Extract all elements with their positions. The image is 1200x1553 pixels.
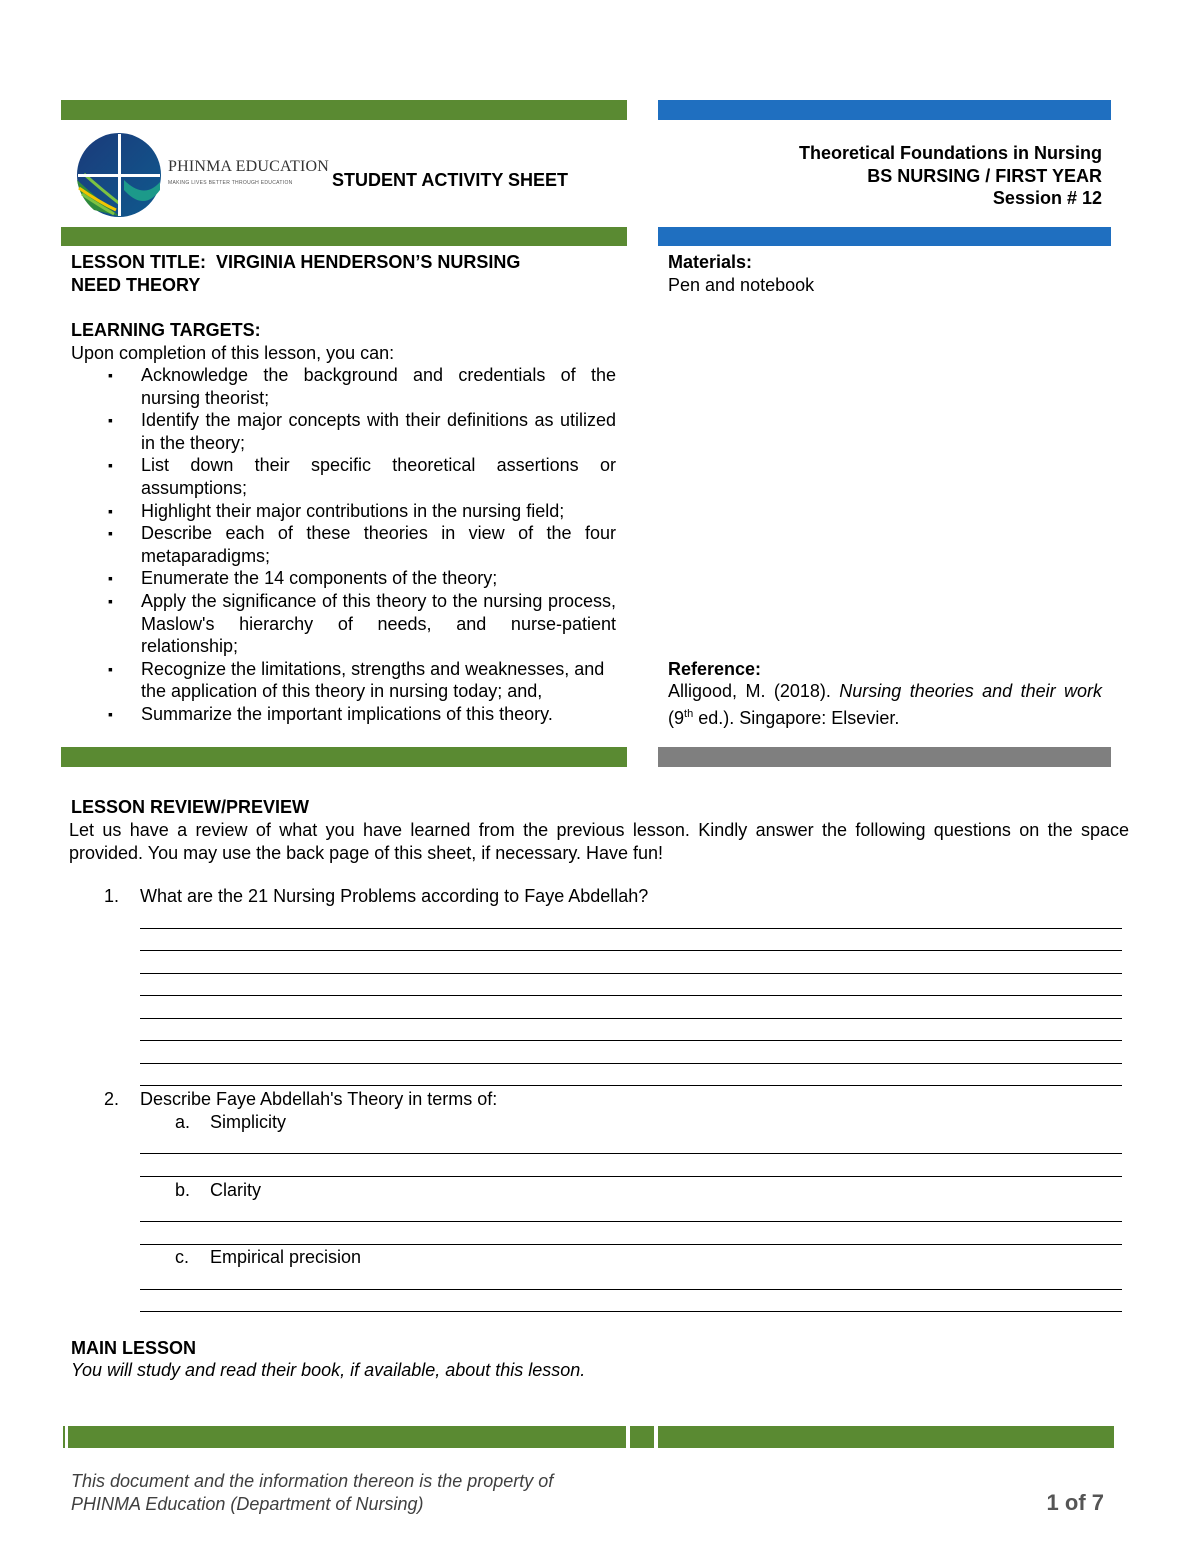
sub-item-letter: c. bbox=[175, 1247, 190, 1267]
question-2-number: 2. bbox=[104, 1089, 120, 1109]
section-divider-left bbox=[61, 747, 627, 767]
review-intro: Let us have a review of what you have learned from the previous lesson. Kindly answer the following questions on the space provided. You may use the back page of this sheet, if necessary. Have fun! bbox=[69, 820, 1129, 863]
list-item: ▪ Recognize the limitations, strengths and weaknesses, and the application of this theory in nursing today; and, bbox=[108, 658, 605, 702]
learning-targets-list bbox=[71, 364, 616, 726]
session-number: Session # 12 bbox=[992, 188, 1102, 208]
lesson-title-label: LESSON TITLE: bbox=[71, 252, 206, 272]
answer-line[interactable] bbox=[140, 1176, 1122, 1177]
section-divider-right bbox=[658, 747, 1111, 767]
answer-line[interactable] bbox=[140, 1018, 1122, 1019]
answer-line[interactable] bbox=[140, 1289, 1122, 1290]
answer-line[interactable] bbox=[140, 1244, 1122, 1245]
header-divider-right bbox=[658, 227, 1111, 246]
logo-emblem-icon bbox=[74, 130, 164, 220]
review-heading: LESSON REVIEW/PREVIEW bbox=[71, 797, 310, 817]
lesson-title bbox=[71, 251, 611, 297]
program-year: BS NURSING / FIRST YEAR bbox=[867, 166, 1102, 186]
materials-text: Pen and notebook bbox=[668, 275, 815, 295]
footer-line-2: PHINMA Education (Department of Nursing) bbox=[71, 1494, 424, 1514]
question-1-number: 1. bbox=[104, 886, 120, 906]
main-lesson-text: You will study and read their book, if available, about this lesson. bbox=[71, 1360, 586, 1380]
materials-heading: Materials: bbox=[668, 252, 753, 272]
list-item: ▪ Enumerate the 14 components of the theory; bbox=[108, 568, 498, 589]
footer-bar-middle bbox=[630, 1426, 654, 1448]
logo-text: PHINMA EDUCATION bbox=[168, 158, 329, 175]
sub-item-letter: b. bbox=[175, 1180, 191, 1200]
answer-line[interactable] bbox=[140, 1040, 1122, 1041]
sub-item-clarity: Clarity bbox=[210, 1180, 262, 1200]
reference-heading: Reference: bbox=[668, 659, 762, 679]
answer-line[interactable] bbox=[140, 950, 1122, 951]
answer-line[interactable] bbox=[140, 1085, 1122, 1086]
lesson-title-line2: NEED THEORY bbox=[71, 275, 201, 295]
list-item: ▪ List down their specific theoretical assertions or assumptions; bbox=[108, 455, 616, 498]
sub-item-letter: a. bbox=[175, 1112, 191, 1132]
learning-targets-intro: Upon completion of this lesson, you can: bbox=[71, 343, 395, 363]
sub-item-simplicity: Simplicity bbox=[210, 1112, 287, 1132]
list-item: ▪ Summarize the important implications of this theory. bbox=[108, 703, 553, 724]
list-item: ▪ Describe each of these theories in view of the four metaparadigms; bbox=[108, 523, 616, 566]
answer-line[interactable] bbox=[140, 973, 1122, 974]
logo-tagline: MAKING LIVES BETTER THROUGH EDUCATION bbox=[168, 180, 293, 186]
list-item: ▪ Apply the significance of this theory to the nursing process, Maslow's hierarchy of needs, and nurse-patient relationship; bbox=[108, 590, 616, 657]
learning-targets-heading: LEARNING TARGETS: bbox=[71, 320, 261, 340]
footer-bar-left bbox=[68, 1426, 626, 1448]
question-2-text: Describe Faye Abdellah's Theory in terms of: bbox=[140, 1089, 498, 1109]
list-item: ▪ Acknowledge the background and credentials of the nursing theorist; bbox=[108, 365, 616, 408]
phinma-logo bbox=[74, 130, 329, 220]
sub-item-empirical-precision: Empirical precision bbox=[210, 1247, 362, 1267]
answer-line[interactable] bbox=[140, 1311, 1122, 1312]
top-right-bar bbox=[658, 100, 1111, 120]
answer-line[interactable] bbox=[140, 1153, 1122, 1154]
footer-line-1: This document and the information thereon is the property of bbox=[71, 1471, 554, 1491]
header-divider-left bbox=[61, 227, 627, 246]
question-1-text: What are the 21 Nursing Problems according to Faye Abdellah? bbox=[140, 886, 649, 906]
main-lesson-heading: MAIN LESSON bbox=[71, 1338, 197, 1358]
page-number: 1 of 7 bbox=[1046, 1490, 1104, 1515]
list-item: ▪ Identify the major concepts with their definitions as utilized in the theory; bbox=[108, 410, 616, 453]
sheet-title: STUDENT ACTIVITY SHEET bbox=[332, 170, 569, 190]
reference-citation: Alligood, M. (2018). Nursing theories and their work (9th ed.). Singapore: Elsevier. bbox=[668, 681, 1102, 728]
answer-line[interactable] bbox=[140, 1221, 1122, 1222]
footer-bar-right bbox=[658, 1426, 1114, 1448]
top-left-bar bbox=[61, 100, 627, 120]
lesson-title-line1: VIRGINIA HENDERSON’S NURSING bbox=[216, 252, 521, 272]
list-item: ▪ Highlight their major contributions in the nursing field; bbox=[108, 500, 565, 521]
answer-line[interactable] bbox=[140, 995, 1122, 996]
footer-tick bbox=[63, 1426, 65, 1448]
answer-line[interactable] bbox=[140, 1063, 1122, 1064]
answer-line[interactable] bbox=[140, 928, 1122, 929]
course-title: Theoretical Foundations in Nursing bbox=[798, 143, 1102, 163]
